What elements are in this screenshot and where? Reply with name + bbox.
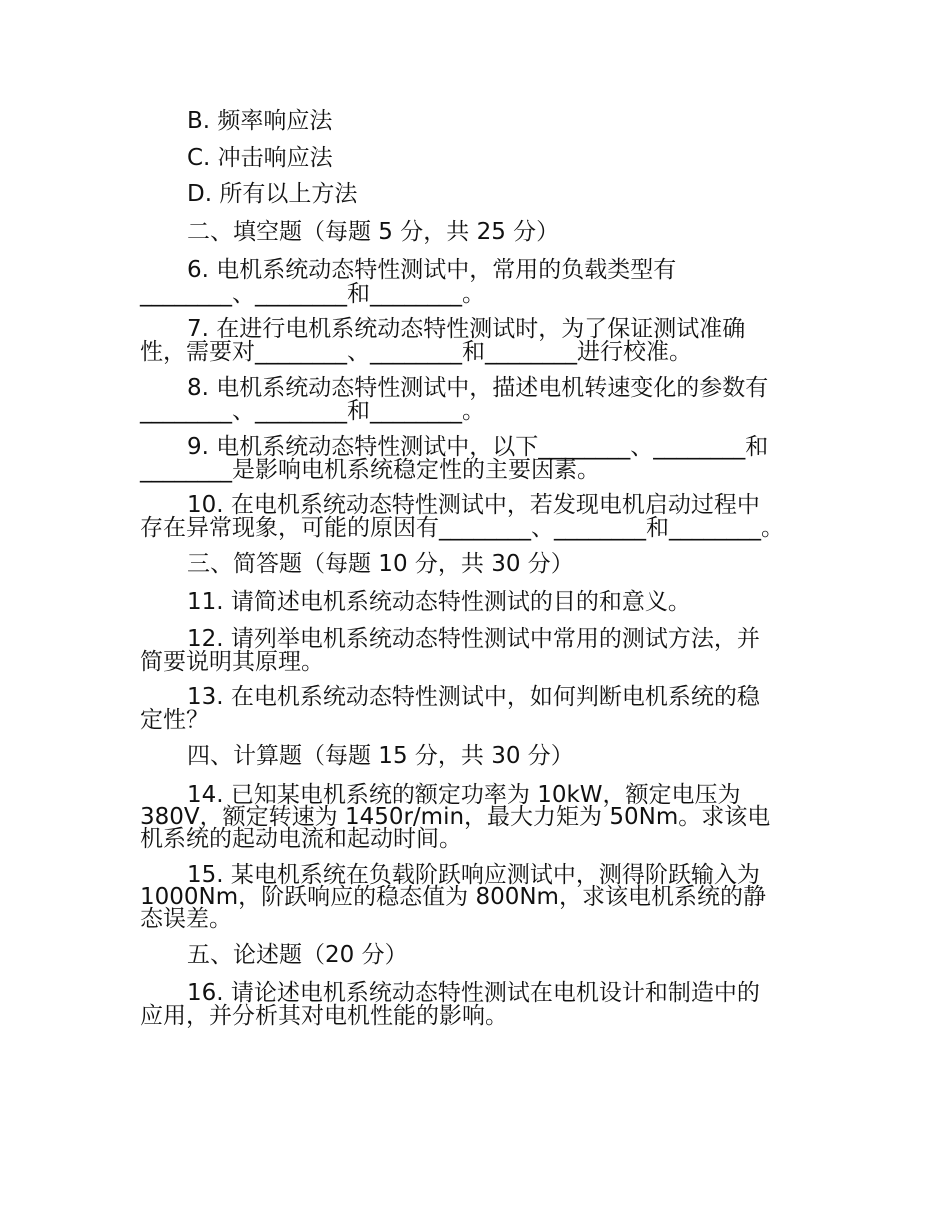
question-10-line-1: 10. 在电机系统动态特性测试中，若发现电机启动过程中 [187,492,760,518]
section-heading-essay: 五、论述题（20 分） [187,942,408,968]
question-14-line-2: 380V，额定转速为 1450r/min，最大力矩为 50Nm。求该电 [140,804,771,830]
question-12-line-1: 12. 请列举电机系统动态特性测试中常用的测试方法，并 [187,626,760,652]
question-16-line-2: 应用，并分析其对电机性能的影响。 [140,1003,508,1029]
question-6-line-1: 6. 电机系统动态特性测试中，常用的负载类型有 [187,257,677,283]
section-heading-fill-in: 二、填空题（每题 5 分，共 25 分） [187,219,560,245]
section-heading-calculation: 四、计算题（每题 15 分，共 30 分） [187,743,574,769]
question-15-line-2: 1000Nm，阶跃响应的稳态值为 800Nm，求该电机系统的静 [140,884,766,910]
question-11: 11. 请简述电机系统动态特性测试的目的和意义。 [187,589,691,615]
option-b: B. 频率响应法 [187,108,333,134]
question-9-line-1: 9. 电机系统动态特性测试中，以下________、________和 [187,434,769,460]
question-15-line-1: 15. 某电机系统在负载阶跃响应测试中，测得阶跃输入为 [187,862,760,888]
question-7-line-2: 性，需要对________、________和________进行校准。 [140,339,692,365]
question-6-line-2: ________、________和________。 [140,281,485,307]
question-8-line-1: 8. 电机系统动态特性测试中，描述电机转速变化的参数有 [187,375,769,401]
option-c: C. 冲击响应法 [187,145,333,171]
question-8-line-2: ________、________和________。 [140,398,485,424]
question-16-line-1: 16. 请论述电机系统动态特性测试在电机设计和制造中的 [187,980,760,1006]
question-13-line-1: 13. 在电机系统动态特性测试中，如何判断电机系统的稳 [187,684,760,710]
question-12-line-2: 简要说明其原理。 [140,649,324,675]
option-d: D. 所有以上方法 [187,181,358,207]
question-7-line-1: 7. 在进行电机系统动态特性测试时，为了保证测试准确 [187,316,746,342]
question-15-line-3: 态误差。 [140,906,232,932]
section-heading-short-answer: 三、简答题（每题 10 分，共 30 分） [187,551,574,577]
question-10-line-2: 存在异常现象，可能的原因有________、________和________。 [140,515,784,541]
question-13-line-2: 定性？ [140,707,209,733]
question-14-line-1: 14. 已知某电机系统的额定功率为 10kW，额定电压为 [187,782,741,808]
question-9-line-2: ________是影响电机系统稳定性的主要因素。 [140,457,600,483]
question-14-line-3: 机系统的起动电流和起动时间。 [140,826,462,852]
